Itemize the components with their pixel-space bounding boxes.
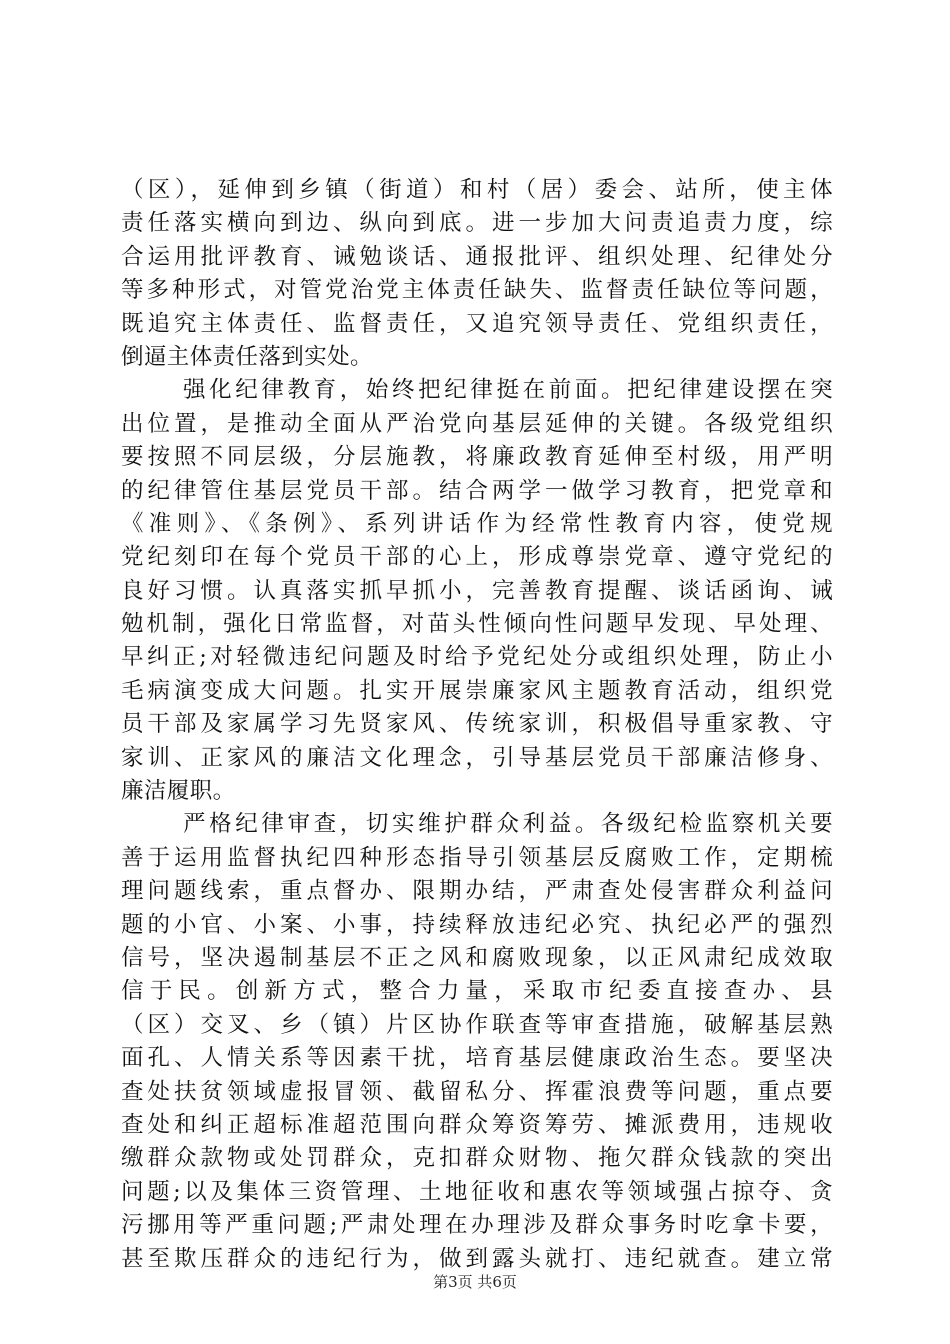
text-line: 理问题线索，重点督办、限期办结，严肃查处侵害群众利益问 (121, 878, 833, 905)
text-line: 信于民。创新方式，整合力量，采取市纪委直接查办、县 (121, 978, 833, 1005)
text-line: 党纪刻印在每个党员干部的心上，形成尊崇党章、遵守党纪的 (121, 544, 833, 571)
text-line: 甚至欺压群众的违纪行为，做到露头就打、违纪就查。建立常 (121, 1245, 833, 1272)
text-line: 出位置，是推动全面从严治党向基层延伸的关键。各级党组织 (121, 410, 833, 437)
text-line: 善于运用监督执纪四种形态指导引领基层反腐败工作，定期梳 (121, 844, 833, 871)
text-line: 面孔、人情关系等因素干扰，培育基层健康政治生态。要坚决 (121, 1045, 833, 1072)
text-line: 责任落实横向到边、纵向到底。进一步加大问责追责力度，综 (121, 210, 833, 237)
text-line: 廉洁履职。 (121, 778, 236, 805)
text-line: 员干部及家属学习先贤家风、传统家训，积极倡导重家教、守 (121, 711, 833, 738)
text-line: 毛病演变成大问题。扎实开展崇廉家风主题教育活动，组织党 (121, 677, 833, 704)
text-line: 良好习惯。认真落实抓早抓小，完善教育提醒、谈话函询、诫 (121, 577, 833, 604)
text-line: 合运用批评教育、诫勉谈话、通报批评、组织处理、纪律处分 (121, 243, 833, 270)
document-body (121, 174, 833, 1276)
text-line: 题的小官、小案、小事，持续释放违纪必究、执纪必严的强烈 (121, 911, 833, 938)
text-line: （区）交叉、乡（镇）片区协作联查等审查措施，破解基层熟 (121, 1011, 833, 1038)
text-line: 问题;以及集体三资管理、土地征收和惠农等领域强占掠夺、贪 (121, 1178, 833, 1205)
text-line: 倒逼主体责任落到实处。 (121, 343, 373, 370)
page-number-footer: 第3页 共6页 (433, 1273, 517, 1291)
paragraph-first-line: 严格纪律审查，切实维护群众利益。各级纪检监察机关要 (183, 811, 833, 838)
text-line: 《准则》、《条例》、系列讲话作为经常性教育内容，使党规 (121, 510, 833, 537)
paragraph-first-line: 强化纪律教育，始终把纪律挺在前面。把纪律建设摆在突 (183, 377, 833, 404)
text-line: 查处和纠正超标准超范围向群众筹资筹劳、摊派费用，违规收 (121, 1111, 833, 1138)
text-line: 要按照不同层级，分层施教，将廉政教育延伸至村级，用严明 (121, 444, 833, 471)
text-line: 的纪律管住基层党员干部。结合两学一做学习教育，把党章和 (121, 477, 833, 504)
text-line: 家训、正家风的廉洁文化理念，引导基层党员干部廉洁修身、 (121, 744, 833, 771)
text-line: 早纠正;对轻微违纪问题及时给予党纪处分或组织处理，防止小 (121, 644, 833, 671)
text-line: 勉机制，强化日常监督，对苗头性倾向性问题早发现、早处理、 (121, 611, 833, 638)
text-line: 信号，坚决遏制基层不正之风和腐败现象，以正风肃纪成效取 (121, 944, 833, 971)
text-line: 等多种形式，对管党治党主体责任缺失、监督责任缺位等问题， (121, 277, 833, 304)
text-line: 既追究主体责任、监督责任，又追究领导责任、党组织责任， (121, 310, 833, 337)
text-line: （区），延伸到乡镇（街道）和村（居）委会、站所，使主体 (121, 177, 833, 203)
text-line: 缴群众款物或处罚群众，克扣群众财物、拖欠群众钱款的突出 (121, 1145, 833, 1172)
text-line: 污挪用等严重问题;严肃处理在办理涉及群众事务时吃拿卡要， (121, 1212, 833, 1239)
text-line: 查处扶贫领域虚报冒领、截留私分、挥霍浪费等问题，重点要 (121, 1078, 833, 1105)
